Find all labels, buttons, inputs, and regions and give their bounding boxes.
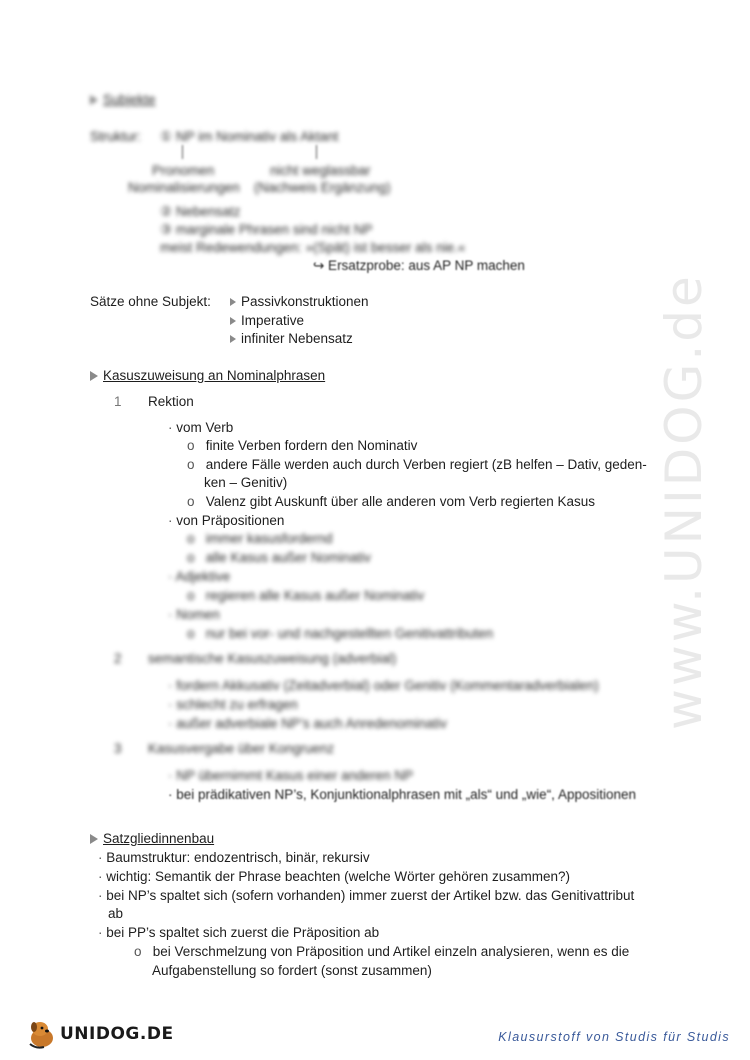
nachweis-text: (Nachweis Ergänzung) bbox=[254, 180, 391, 195]
nicht-weglassbar-text: nicht weglassbar bbox=[270, 163, 371, 178]
list-item-continuation: ab bbox=[108, 906, 124, 921]
list-item: o bei Verschmelzung von Präposition und Artikel einzeln analysieren, wenn es die bbox=[134, 944, 630, 959]
kasus-heading bbox=[90, 367, 325, 384]
vom-verb-item: · vom Verb bbox=[168, 420, 234, 435]
arrow-up-icon bbox=[182, 145, 183, 159]
nominalisierungen-text: Nominalisierungen bbox=[128, 180, 240, 195]
nebensatz-text: ② Nebensatz bbox=[160, 204, 241, 219]
list-item-continuation: ken – Genitiv) bbox=[204, 475, 288, 490]
semantische-heading: semantische Kasuszuweisung (adverbial) bbox=[148, 651, 397, 666]
list-number-3: 3 bbox=[114, 741, 122, 756]
list-item: · NP übernimmt Kasus einer anderen NP bbox=[168, 768, 414, 783]
list-number-2: 2 bbox=[114, 651, 122, 666]
triangle-bullet-icon bbox=[90, 371, 98, 381]
von-praepositionen-item: · von Präpositionen bbox=[168, 513, 285, 528]
arrow-down-icon bbox=[316, 145, 317, 159]
list-number-1: 1 bbox=[114, 394, 122, 409]
triangle-bullet-icon bbox=[90, 95, 98, 105]
list-item: · außer adverbiale NP’s auch Anredenominativ bbox=[168, 716, 447, 731]
list-item: o nur bei vor- und nachgestellten Genitivattributen bbox=[187, 626, 494, 641]
unidog-logo[interactable] bbox=[26, 1018, 174, 1050]
list-item: o finite Verben fordern den Nominativ bbox=[187, 438, 418, 453]
marginale-text: ③ marginale Phrasen sind nicht NP bbox=[160, 222, 373, 237]
saetze-ohne-subjekt-label: Sätze ohne Subjekt: bbox=[90, 294, 211, 309]
struktur-line-1: ① NP im Nominativ als Aktant bbox=[160, 129, 339, 144]
kongruenz-heading: Kasusvergabe über Kongruenz bbox=[148, 741, 335, 756]
triangle-bullet-icon bbox=[230, 298, 236, 306]
triangle-bullet-icon bbox=[230, 317, 236, 325]
list-item: · Baumstruktur: endozentrisch, binär, rekursiv bbox=[98, 850, 370, 865]
rektion-heading: Rektion bbox=[148, 394, 194, 409]
subjekte-heading bbox=[90, 91, 156, 108]
list-item: Passivkonstruktionen bbox=[230, 293, 369, 310]
redewendungen-text: meist Redewendungen: »(Spät) ist besser als nie.« bbox=[160, 240, 466, 255]
subjekte-heading-text: Subjekte bbox=[103, 92, 156, 107]
ersatzprobe-text: ↪ Ersatzprobe: aus AP NP machen bbox=[313, 258, 525, 273]
list-item: o Valenz gibt Auskunft über alle anderen vom Verb regierten Kasus bbox=[187, 494, 596, 509]
pronomen-text: Pronomen bbox=[152, 163, 215, 178]
watermark-text: www.UNIDOG.de bbox=[655, 273, 713, 730]
satzglied-heading bbox=[90, 830, 214, 847]
dog-icon bbox=[26, 1018, 60, 1050]
list-item: o alle Kasus außer Nominativ bbox=[187, 550, 371, 565]
list-item: infiniter Nebensatz bbox=[230, 330, 353, 347]
list-item: · bei prädikativen NP’s, Konjunktionalphrasen mit „als“ und „wie“, Appositionen bbox=[168, 787, 637, 802]
logo-text: UNIDOG.DE bbox=[60, 1024, 174, 1044]
adjektive-item: · Adjektive bbox=[168, 569, 231, 584]
nomen-item: · Nomen bbox=[168, 607, 220, 622]
list-item: · wichtig: Semantik der Phrase beachten (welche Wörter gehören zusammen?) bbox=[98, 869, 570, 884]
list-item: o immer kasusfordernd bbox=[187, 531, 333, 546]
triangle-bullet-icon bbox=[90, 834, 98, 844]
list-item: · bei NP’s spaltet sich (sofern vorhanden) immer zuerst der Artikel bzw. das Genitivattribut bbox=[98, 888, 635, 903]
list-item: o andere Fälle werden auch durch Verben regiert (zB helfen – Dativ, geden- bbox=[187, 457, 647, 472]
list-item: · fordern Akkusativ (Zeitadverbial) oder Genitiv (Kommentaradverbialen) bbox=[168, 678, 599, 693]
list-item: · schlecht zu erfragen bbox=[168, 697, 298, 712]
footer-slogan: Klausurstoff von Studis für Studis bbox=[498, 1030, 730, 1044]
list-item: · bei PP’s spaltet sich zuerst die Präposition ab bbox=[98, 925, 380, 940]
list-item-continuation: Aufgabenstellung so fordert (sonst zusammen) bbox=[152, 963, 432, 978]
list-item: o regieren alle Kasus außer Nominativ bbox=[187, 588, 425, 603]
list-item: Imperative bbox=[230, 312, 304, 329]
kasus-heading-text: Kasuszuweisung an Nominalphrasen bbox=[103, 368, 326, 383]
struktur-label: Struktur: bbox=[90, 129, 142, 144]
triangle-bullet-icon bbox=[230, 335, 236, 343]
satzglied-heading-text: Satzgliedinnenbau bbox=[103, 831, 215, 846]
